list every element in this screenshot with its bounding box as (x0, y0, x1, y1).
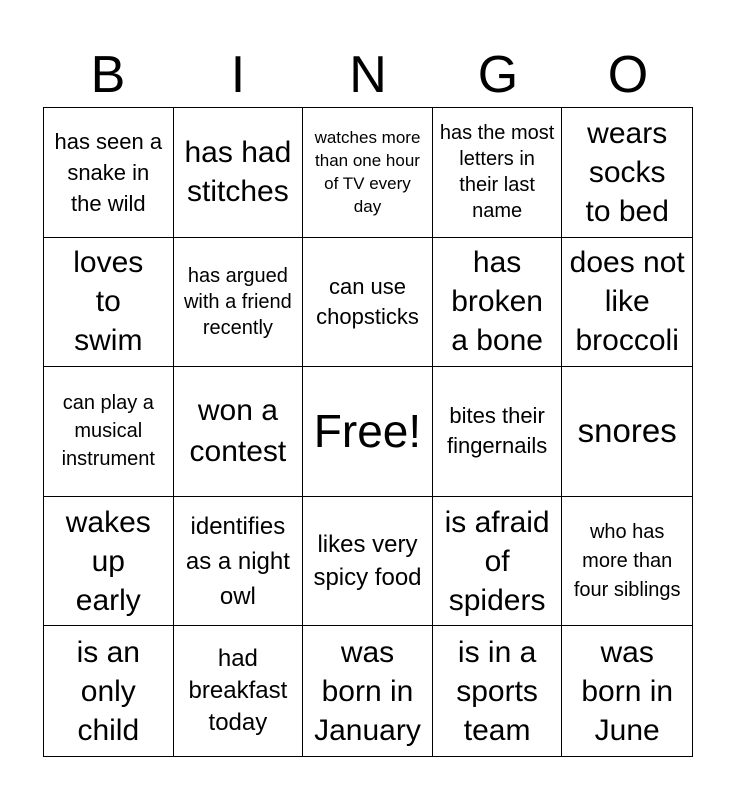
cell-text: has seen a snake in the wild (54, 128, 163, 216)
bingo-cell[interactable] (433, 626, 563, 756)
header-letter-i: I (230, 46, 246, 104)
bingo-cell-free[interactable] (303, 367, 433, 497)
cell-text: can use chopsticks (316, 273, 419, 329)
bingo-cell[interactable] (562, 238, 692, 368)
bingo-cell[interactable] (174, 626, 304, 756)
cell-text: is in a sports team (456, 635, 538, 747)
header-letter-g: G (477, 46, 519, 104)
bingo-cell[interactable] (303, 497, 433, 627)
cell-text: watches more than one hour of TV every day (314, 128, 421, 217)
bingo-cell[interactable] (433, 238, 563, 368)
bingo-cell[interactable] (562, 626, 692, 756)
cell-text: was born in January (314, 635, 421, 747)
cell-text: has had stitches (184, 136, 292, 209)
bingo-cell[interactable] (44, 497, 174, 627)
cell-text: has broken a bone (451, 246, 543, 358)
cell-text: won a contest (189, 394, 287, 469)
bingo-card-grid (43, 107, 693, 757)
cell-text: is an only child (76, 635, 140, 747)
header-letter-b: B (90, 46, 126, 104)
cell-text: likes very spicy food (313, 531, 422, 592)
cell-text: Free! (313, 405, 422, 458)
bingo-cell[interactable] (44, 367, 174, 497)
bingo-cell[interactable] (174, 108, 304, 238)
cell-text: identifies as a night owl (185, 512, 290, 610)
bingo-cell[interactable] (44, 108, 174, 238)
cell-text: can play a musical instrument (61, 392, 155, 471)
bingo-cell[interactable] (303, 108, 433, 238)
bingo-cell[interactable] (433, 367, 563, 497)
bingo-cell[interactable] (303, 238, 433, 368)
bingo-cell[interactable] (433, 108, 563, 238)
cell-text: does not like broccoli (569, 246, 685, 358)
bingo-cell[interactable] (44, 238, 174, 368)
bingo-cell[interactable] (174, 367, 304, 497)
cell-text: bites their fingernails (446, 403, 548, 459)
bingo-cell[interactable] (174, 497, 304, 627)
header-letter-n: N (349, 46, 387, 104)
cell-text: wears socks to bed (585, 116, 669, 228)
cell-text: who has more than four siblings (573, 520, 681, 601)
cell-text: has the most letters in their last name (439, 122, 555, 223)
cell-text: had breakfast today (188, 645, 288, 737)
header-letter-o: O (607, 46, 649, 104)
bingo-cell[interactable] (433, 497, 563, 627)
cell-text: has argued with a friend recently (183, 264, 292, 339)
cell-text: is afraid of spiders (444, 505, 550, 617)
bingo-cell[interactable] (562, 108, 692, 238)
cell-text: loves to swim (73, 246, 144, 358)
bingo-header (43, 42, 693, 108)
bingo-cell[interactable] (174, 238, 304, 368)
cell-text: was born in June (581, 635, 674, 747)
cell-text: snores (577, 412, 677, 450)
bingo-cell[interactable] (44, 626, 174, 756)
bingo-cell[interactable] (562, 497, 692, 627)
bingo-cell[interactable] (303, 626, 433, 756)
bingo-cell[interactable] (562, 367, 692, 497)
cell-text: wakes up early (65, 505, 151, 617)
